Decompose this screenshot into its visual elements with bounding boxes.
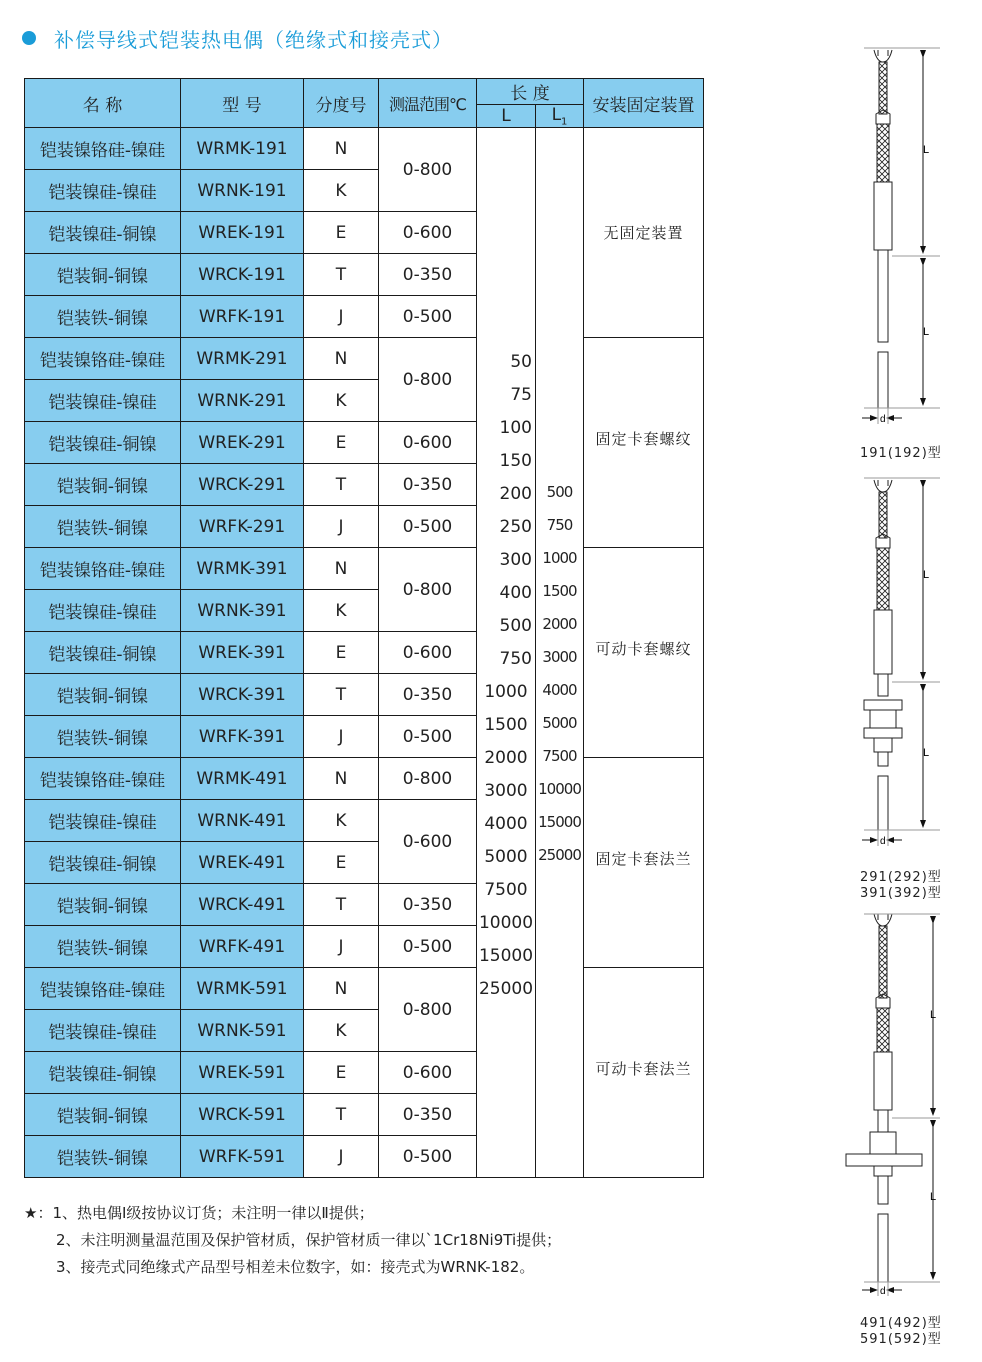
cell-name: 铠装镍硅-镍硅 bbox=[25, 800, 181, 842]
cell-graduation: J bbox=[304, 716, 379, 758]
cell-model: WRCK-591 bbox=[181, 1094, 304, 1136]
length-L-value: 5000 bbox=[484, 847, 528, 868]
length-L1-value: 3000 bbox=[542, 648, 577, 667]
cell-model: WRCK-491 bbox=[181, 884, 304, 926]
cell-name: 铠装镍硅-镍硅 bbox=[25, 170, 181, 212]
length-L1-value: 750 bbox=[546, 516, 573, 535]
cell-graduation: N bbox=[304, 128, 379, 170]
cell-name: 铠装铁-铜镍 bbox=[25, 296, 181, 338]
cell-range: 0-800 bbox=[379, 968, 477, 1052]
caption-291: 291(292)型 bbox=[860, 870, 942, 885]
cell-graduation: E bbox=[304, 422, 379, 464]
cell-graduation: K bbox=[304, 800, 379, 842]
length-L-value: 7500 bbox=[484, 880, 528, 901]
cell-range: 0-600 bbox=[379, 1052, 477, 1094]
length-L1-value: 7500 bbox=[542, 747, 577, 766]
caption-191: 191(192)型 bbox=[860, 446, 942, 461]
cell-model: WRFK-391 bbox=[181, 716, 304, 758]
cell-model: WREK-291 bbox=[181, 422, 304, 464]
length-L-value: 1500 bbox=[484, 715, 528, 736]
cell-mount: 无固定装置 bbox=[584, 128, 704, 338]
cell-range: 0-500 bbox=[379, 506, 477, 548]
length-L1-value: 1500 bbox=[542, 582, 577, 601]
cell-mount: 可动卡套法兰 bbox=[584, 968, 704, 1178]
cell-name: 铠装镍硅-铜镍 bbox=[25, 422, 181, 464]
dim-label-L-1b: L bbox=[923, 326, 930, 338]
cell-graduation: K bbox=[304, 380, 379, 422]
cell-name: 铠装铜-铜镍 bbox=[25, 254, 181, 296]
length-L-value: 300 bbox=[499, 550, 532, 571]
cell-model: WRNK-591 bbox=[181, 1010, 304, 1052]
cell-range: 0-800 bbox=[379, 128, 477, 212]
cell-range: 0-500 bbox=[379, 716, 477, 758]
cell-model: WRNK-491 bbox=[181, 800, 304, 842]
length-L-value: 500 bbox=[499, 616, 532, 637]
cell-graduation: N bbox=[304, 968, 379, 1010]
cell-range: 0-500 bbox=[379, 1136, 477, 1178]
header-model: 型 号 bbox=[181, 79, 304, 128]
caption-591: 591(592)型 bbox=[860, 1332, 942, 1347]
cell-model: WRMK-191 bbox=[181, 128, 304, 170]
dim-label-d-2: d bbox=[880, 836, 886, 847]
header-mount: 安装固定装置 bbox=[584, 79, 704, 128]
cell-graduation: K bbox=[304, 170, 379, 212]
dim-label-L-3b: L bbox=[930, 1191, 937, 1203]
length-L-value: 250 bbox=[499, 517, 532, 538]
length-L1-value: 1000 bbox=[542, 549, 577, 568]
cell-graduation: T bbox=[304, 254, 379, 296]
cell-graduation: T bbox=[304, 674, 379, 716]
cell-range: 0-350 bbox=[379, 884, 477, 926]
cell-range: 0-800 bbox=[379, 338, 477, 422]
dim-label-L-2a: L bbox=[923, 569, 930, 581]
length-L-value: 50 bbox=[510, 352, 532, 373]
cell-graduation: E bbox=[304, 212, 379, 254]
cell-name: 铠装镍铬硅-镍硅 bbox=[25, 758, 181, 800]
cell-model: WRCK-291 bbox=[181, 464, 304, 506]
cell-range: 0-600 bbox=[379, 632, 477, 674]
length-L-value: 3000 bbox=[484, 781, 528, 802]
cell-name: 铠装镍铬硅-镍硅 bbox=[25, 338, 181, 380]
header-L1: $L_1$ bbox=[536, 105, 584, 128]
cell-graduation: T bbox=[304, 884, 379, 926]
cell-model: WRFK-291 bbox=[181, 506, 304, 548]
cell-graduation: N bbox=[304, 548, 379, 590]
section-title-text: 补偿导线式铠装热电偶（绝缘式和接壳式） bbox=[54, 27, 453, 52]
cell-graduation: E bbox=[304, 1052, 379, 1094]
cell-graduation: J bbox=[304, 926, 379, 968]
cell-model: WRMK-491 bbox=[181, 758, 304, 800]
cell-range: 0-350 bbox=[379, 254, 477, 296]
cell-model: WRMK-591 bbox=[181, 968, 304, 1010]
dim-label-d-3: d bbox=[880, 1286, 886, 1297]
length-L-value: 200 bbox=[499, 484, 532, 505]
cell-range: 0-350 bbox=[379, 1094, 477, 1136]
length-L1-value: 5000 bbox=[542, 714, 577, 733]
cell-name: 铠装铁-铜镍 bbox=[25, 716, 181, 758]
cell-range: 0-600 bbox=[379, 800, 477, 884]
cell-mount: 固定卡套法兰 bbox=[584, 758, 704, 968]
cell-range: 0-600 bbox=[379, 422, 477, 464]
dim-label-L-1a: L bbox=[923, 144, 930, 156]
cell-model: WRNK-291 bbox=[181, 380, 304, 422]
cell-graduation: E bbox=[304, 632, 379, 674]
cell-model: WRNK-391 bbox=[181, 590, 304, 632]
cell-name: 铠装镍硅-铜镍 bbox=[25, 1052, 181, 1094]
length-L-value: 2000 bbox=[484, 748, 528, 769]
header-range: 测温范围℃ bbox=[379, 79, 477, 128]
length-L-value: 15000 bbox=[478, 946, 534, 967]
cell-range: 0-500 bbox=[379, 296, 477, 338]
cell-name: 铠装镍铬硅-镍硅 bbox=[25, 548, 181, 590]
header-graduation: 分度号 bbox=[304, 79, 379, 128]
length-L1-value: 500 bbox=[546, 483, 573, 502]
cell-graduation: K bbox=[304, 1010, 379, 1052]
dim-label-L-2b: L bbox=[923, 747, 930, 759]
cell-graduation: T bbox=[304, 464, 379, 506]
cell-name: 铠装铁-铜镍 bbox=[25, 926, 181, 968]
length-L-value: 4000 bbox=[484, 814, 528, 835]
cell-model: WREK-391 bbox=[181, 632, 304, 674]
cell-name: 铠装铜-铜镍 bbox=[25, 674, 181, 716]
cell-model: WRNK-191 bbox=[181, 170, 304, 212]
cell-name: 铠装铜-铜镍 bbox=[25, 1094, 181, 1136]
note-3: 3、接壳式同绝缘式产品型号相差未位数字，如：接壳式为WRNK-182。 bbox=[56, 1258, 535, 1276]
cell-model: WREK-491 bbox=[181, 842, 304, 884]
diagram-491 bbox=[846, 914, 940, 1296]
cell-name: 铠装镍硅-铜镍 bbox=[25, 842, 181, 884]
cell-model: WRFK-191 bbox=[181, 296, 304, 338]
header-L: L bbox=[477, 105, 536, 128]
cell-model: WRCK-191 bbox=[181, 254, 304, 296]
length-L1-value: 10000 bbox=[538, 780, 581, 799]
length-L1-value: 4000 bbox=[542, 681, 577, 700]
cell-name: 铠装镍铬硅-镍硅 bbox=[25, 128, 181, 170]
length-L-value: 750 bbox=[499, 649, 532, 670]
cell-name: 铠装镍硅-铜镍 bbox=[25, 632, 181, 674]
length-L-value: 100 bbox=[499, 418, 532, 439]
cell-graduation: J bbox=[304, 296, 379, 338]
header-name: 名 称 bbox=[25, 79, 181, 128]
cell-mount: 可动卡套螺纹 bbox=[584, 548, 704, 758]
length-L-value: 10000 bbox=[478, 913, 534, 934]
cell-range: 0-800 bbox=[379, 758, 477, 800]
cell-mount: 固定卡套螺纹 bbox=[584, 338, 704, 548]
cell-name: 铠装铜-铜镍 bbox=[25, 464, 181, 506]
cell-name: 铠装镍硅-镍硅 bbox=[25, 590, 181, 632]
length-L-value: 150 bbox=[499, 451, 532, 472]
cell-model: WRCK-391 bbox=[181, 674, 304, 716]
length-L1-value: 2000 bbox=[542, 615, 577, 634]
header-length: 长 度 bbox=[477, 79, 584, 105]
cell-model: WRMK-291 bbox=[181, 338, 304, 380]
length-L-value: 25000 bbox=[478, 979, 534, 1000]
cell-graduation: E bbox=[304, 842, 379, 884]
diagram-291 bbox=[862, 478, 940, 846]
note-1: ★：1、热电偶Ⅰ级按协议订货；未注明一律以Ⅱ提供； bbox=[24, 1204, 374, 1222]
cell-graduation: T bbox=[304, 1094, 379, 1136]
note-2: 2、未注明测量温范围及保护管材质，保护管材质一律以`1Cr18Ni9Ti提供； bbox=[56, 1231, 562, 1249]
cell-graduation: J bbox=[304, 1136, 379, 1178]
cell-name: 铠装铜-铜镍 bbox=[25, 884, 181, 926]
cell-graduation: N bbox=[304, 758, 379, 800]
cell-range: 0-350 bbox=[379, 674, 477, 716]
diagram-191 bbox=[862, 48, 940, 424]
cell-name: 铠装镍铬硅-镍硅 bbox=[25, 968, 181, 1010]
caption-391: 391(392)型 bbox=[860, 886, 942, 901]
cell-range: 0-800 bbox=[379, 548, 477, 632]
cell-name: 铠装镍硅-铜镍 bbox=[25, 212, 181, 254]
length-L-value: 400 bbox=[499, 583, 532, 604]
cell-model: WREK-591 bbox=[181, 1052, 304, 1094]
cell-model: WREK-191 bbox=[181, 212, 304, 254]
cell-name: 铠装铁-铜镍 bbox=[25, 1136, 181, 1178]
dim-label-d-1: d bbox=[880, 414, 886, 425]
caption-491: 491(492)型 bbox=[860, 1316, 942, 1331]
length-L-value: 1000 bbox=[484, 682, 528, 703]
cell-graduation: K bbox=[304, 590, 379, 632]
cell-name: 铠装镍硅-镍硅 bbox=[25, 380, 181, 422]
length-L-value: 75 bbox=[510, 385, 532, 406]
dim-label-L-3a: L bbox=[930, 1009, 937, 1021]
cell-model: WRFK-591 bbox=[181, 1136, 304, 1178]
cell-range: 0-600 bbox=[379, 212, 477, 254]
cell-name: 铠装镍硅-镍硅 bbox=[25, 1010, 181, 1052]
cell-range: 0-350 bbox=[379, 464, 477, 506]
cell-graduation: J bbox=[304, 506, 379, 548]
length-L1-value: 15000 bbox=[538, 813, 581, 832]
cell-graduation: N bbox=[304, 338, 379, 380]
cell-model: WRFK-491 bbox=[181, 926, 304, 968]
cell-range: 0-500 bbox=[379, 926, 477, 968]
cell-model: WRMK-391 bbox=[181, 548, 304, 590]
length-L1-value: 25000 bbox=[538, 846, 581, 865]
cell-name: 铠装铁-铜镍 bbox=[25, 506, 181, 548]
